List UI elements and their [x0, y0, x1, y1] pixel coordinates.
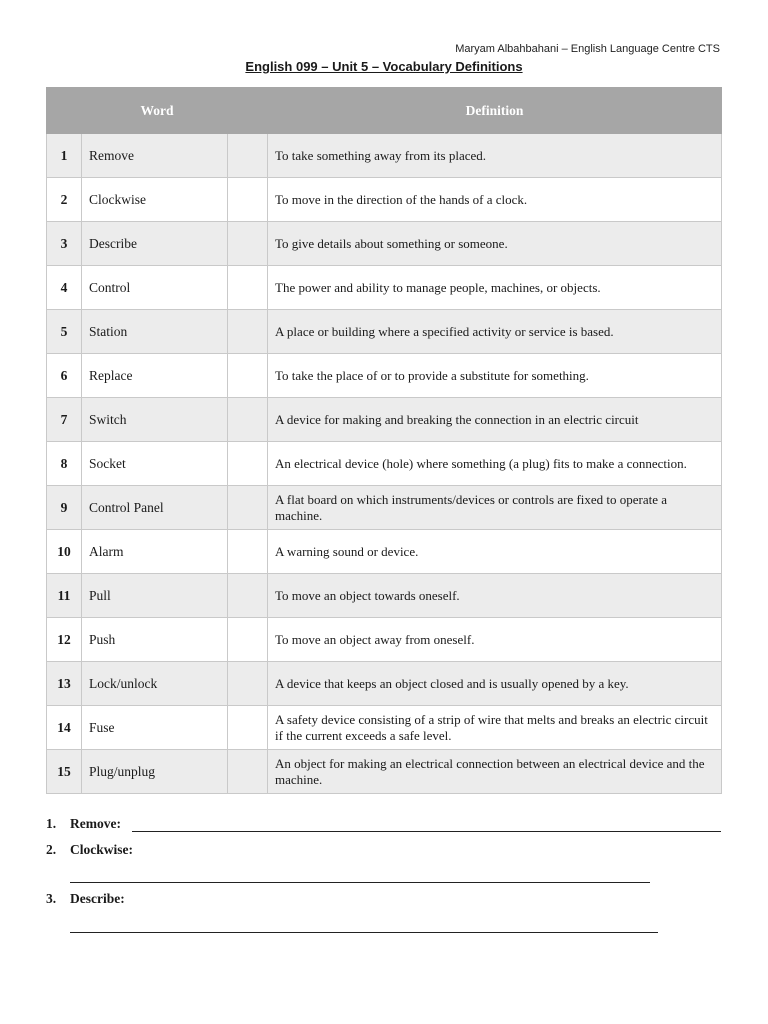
blank-cell	[228, 706, 268, 750]
table-row	[47, 398, 722, 442]
author-line: Maryam Albahbahani – English Language Centre CTS	[455, 43, 720, 55]
blank-cell	[228, 530, 268, 574]
blank-cell	[228, 178, 268, 222]
exercise-label: Clockwise:	[70, 842, 133, 857]
blank-cell	[228, 310, 268, 354]
definition-cell: To take the place of or to provide a substitute for something.	[268, 354, 722, 398]
exercise-item	[46, 891, 721, 911]
answer-line[interactable]	[132, 831, 721, 832]
exercise-item	[46, 842, 721, 862]
row-number: 8	[47, 442, 82, 486]
blank-cell	[228, 222, 268, 266]
word-cell: Remove	[82, 134, 228, 178]
blank-cell	[228, 354, 268, 398]
word-cell: Control	[82, 266, 228, 310]
row-number: 2	[47, 178, 82, 222]
table-row	[47, 442, 722, 486]
word-cell: Control Panel	[82, 486, 228, 530]
definition-cell: To move in the direction of the hands of a clock.	[268, 178, 722, 222]
row-number: 9	[47, 486, 82, 530]
exercise-number: 3.	[46, 891, 57, 906]
exercise-number: 1.	[46, 816, 57, 831]
table-row	[47, 706, 722, 750]
blank-cell	[228, 618, 268, 662]
table-row	[47, 618, 722, 662]
table-row	[47, 134, 722, 178]
definition-cell: A place or building where a specified activity or service is based.	[268, 310, 722, 354]
row-number: 13	[47, 662, 82, 706]
word-cell: Describe	[82, 222, 228, 266]
row-number: 10	[47, 530, 82, 574]
blank-cell	[228, 266, 268, 310]
definition-cell: An object for making an electrical connection between an electrical device and the machine.	[268, 750, 722, 794]
table-row	[47, 354, 722, 398]
row-number: 6	[47, 354, 82, 398]
definition-cell: A warning sound or device.	[268, 530, 722, 574]
row-number: 4	[47, 266, 82, 310]
exercise-label: Remove:	[70, 816, 121, 831]
definition-cell: A device that keeps an object closed and is usually opened by a key.	[268, 662, 722, 706]
blank-cell	[228, 398, 268, 442]
row-number: 12	[47, 618, 82, 662]
definition-cell: To take something away from its placed.	[268, 134, 722, 178]
blank-cell	[228, 750, 268, 794]
vocabulary-table	[46, 87, 722, 794]
word-cell: Clockwise	[82, 178, 228, 222]
word-cell: Alarm	[82, 530, 228, 574]
column-header-word: Word	[47, 88, 268, 134]
word-cell: Socket	[82, 442, 228, 486]
definition-cell: An electrical device (hole) where something (a plug) fits to make a connection.	[268, 442, 722, 486]
blank-cell	[228, 134, 268, 178]
definition-cell: A flat board on which instruments/devices or controls are fixed to operate a machine.	[268, 486, 722, 530]
row-number: 15	[47, 750, 82, 794]
answer-line[interactable]	[70, 932, 658, 933]
definition-cell: A safety device consisting of a strip of wire that melts and breaks an electric circuit if the current exceeds a safe level.	[268, 706, 722, 750]
blank-cell	[228, 662, 268, 706]
row-number: 7	[47, 398, 82, 442]
exercise-number: 2.	[46, 842, 57, 857]
table-row	[47, 486, 722, 530]
blank-cell	[228, 574, 268, 618]
row-number: 11	[47, 574, 82, 618]
row-number: 14	[47, 706, 82, 750]
definition-cell: To give details about something or someone.	[268, 222, 722, 266]
table-row	[47, 178, 722, 222]
definition-cell: To move an object away from oneself.	[268, 618, 722, 662]
word-cell: Push	[82, 618, 228, 662]
page-title: English 099 – Unit 5 – Vocabulary Definitions	[245, 59, 523, 74]
table-row	[47, 266, 722, 310]
word-cell: Replace	[82, 354, 228, 398]
word-cell: Switch	[82, 398, 228, 442]
table-row	[47, 750, 722, 794]
table-row	[47, 310, 722, 354]
definition-cell: To move an object towards oneself.	[268, 574, 722, 618]
table-body	[47, 134, 722, 794]
word-cell: Station	[82, 310, 228, 354]
table-row	[47, 574, 722, 618]
column-header-definition: Definition	[268, 88, 722, 134]
word-cell: Pull	[82, 574, 228, 618]
definition-cell: The power and ability to manage people, machines, or objects.	[268, 266, 722, 310]
word-cell: Lock/unlock	[82, 662, 228, 706]
definition-cell: A device for making and breaking the connection in an electric circuit	[268, 398, 722, 442]
exercise-item	[46, 816, 721, 836]
row-number: 5	[47, 310, 82, 354]
blank-cell	[228, 486, 268, 530]
exercise-label: Describe:	[70, 891, 125, 906]
table-row	[47, 530, 722, 574]
table-row	[47, 222, 722, 266]
blank-cell	[228, 442, 268, 486]
table-header-row	[47, 88, 722, 134]
row-number: 3	[47, 222, 82, 266]
word-cell: Fuse	[82, 706, 228, 750]
answer-line[interactable]	[70, 882, 650, 883]
row-number: 1	[47, 134, 82, 178]
table-row	[47, 662, 722, 706]
word-cell: Plug/unplug	[82, 750, 228, 794]
